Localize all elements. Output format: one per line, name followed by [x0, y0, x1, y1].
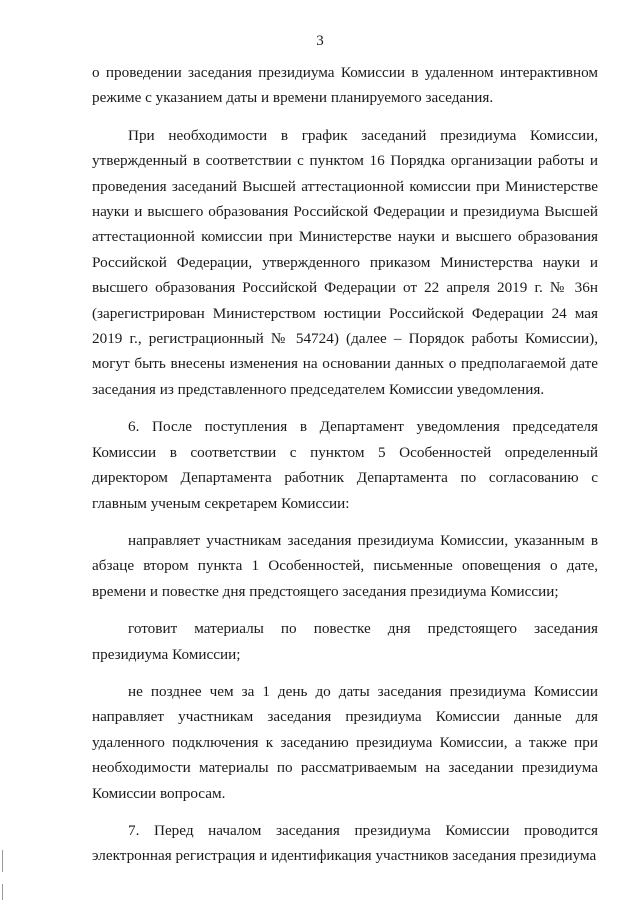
paragraph-connection-data: не позднее чем за 1 день до даты заседания президиума Комиссии направляет участникам заседания президиума Комиссии данные для удаленного подключения к заседанию президиума Комиссии, а также при необходимости материалы по рассматриваемым на заседании президиума Комиссии вопросам. [92, 682, 598, 802]
paragraph-item-6: 6. После поступления в Департамент уведомления председателя Комиссии в соответствии с пунктом 5 Особенностей определенный директором Департамента работник Департамента по согласованию с главным ученым секретарем Комиссии: [92, 418, 598, 512]
paragraph-item-7: 7. Перед началом заседания президиума Комиссии проводится электронная регистрация и идентификация участников заседания президиума [92, 821, 598, 865]
paragraph-continuation: о проведении заседания президиума Комиссии в удаленном интерактивном режиме с указанием даты и времени планируемого заседания. [92, 64, 598, 107]
page-number: 3 [316, 33, 324, 49]
scan-edge-mark-lower [2, 884, 3, 900]
document-body [92, 60, 598, 881]
paragraph-prepares-materials: готовит материалы по повестке дня предстоящего заседания президиума Комиссии; [92, 620, 598, 663]
paragraph-schedule-changes: При необходимости в график заседаний президиума Комиссии, утвержденный в соответствии с пунктом 16 Порядка организации работы и проведения заседаний Высшей аттестационной комиссии при Министерстве науки и высшего образования Российской Федерации и президиума Высшей аттестационной комиссии при Министерстве науки и высшего образования Российской Федерации, утвержденного приказом Министерства науки и высшего образования Российской Федерации от 22 апреля 2019 г. № 36н (зарегистрирован Министерством юстиции Российской Федерации 24 мая 2019 г., регистрационный № 54724) (далее – Порядок работы Комиссии), могут быть внесены изменения на основании данных о предполагаемой дате заседания из представленного председателем Комиссии уведомления. [92, 126, 598, 398]
paragraph-sends-notifications: направляет участникам заседания президиума Комиссии, указанным в абзаце втором пункта 1 Особенностей, письменные оповещения о дате, времени и повестке дня предстоящего заседания президиума Комиссии; [92, 531, 598, 600]
scan-edge-mark-upper [2, 850, 3, 872]
